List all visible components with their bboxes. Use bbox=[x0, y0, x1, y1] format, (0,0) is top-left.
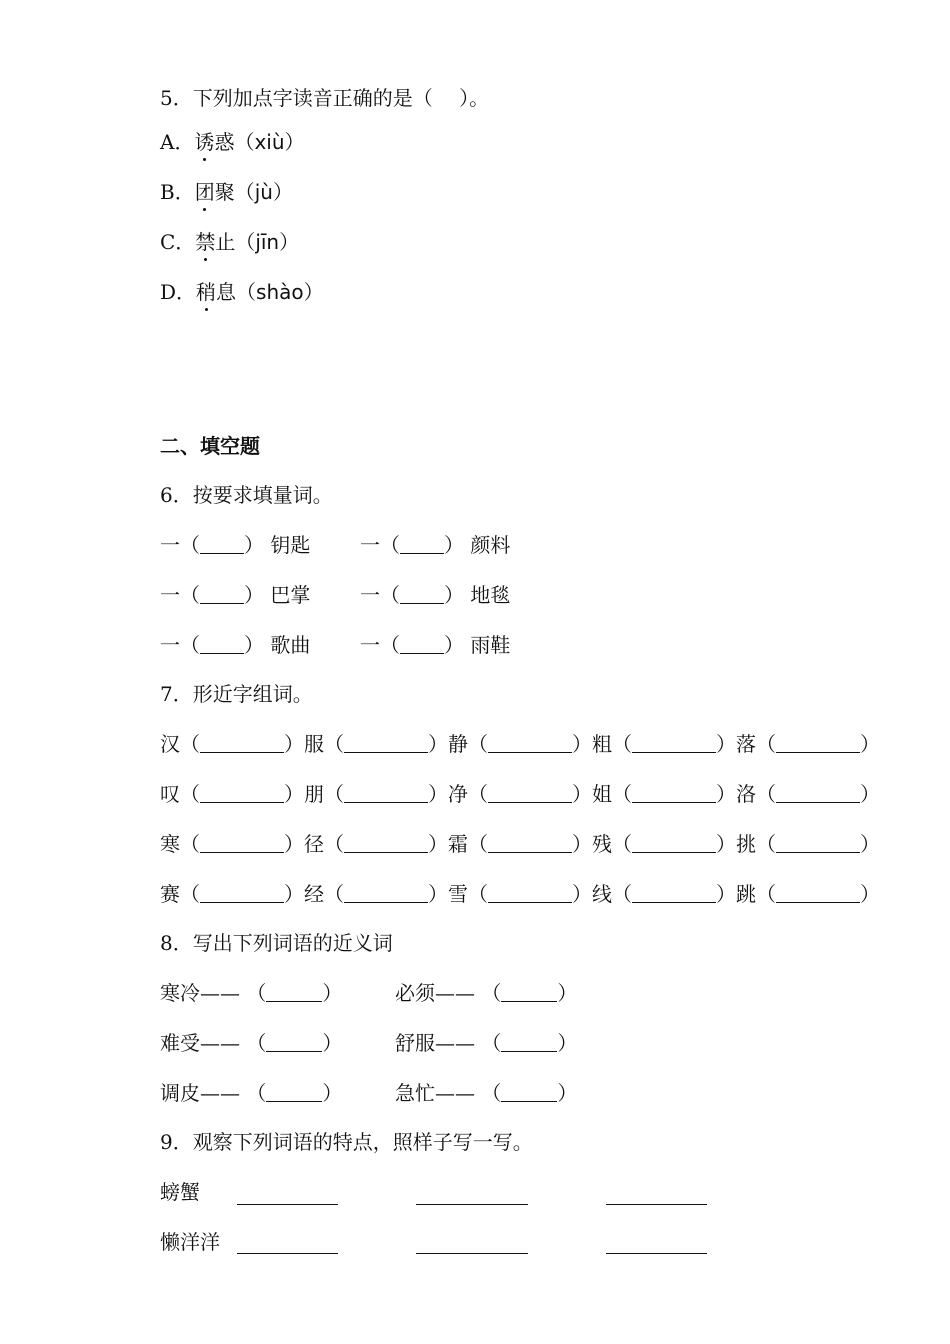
q6-item: 一（ ） 歌曲 bbox=[160, 633, 311, 657]
q7-char: 跳 bbox=[736, 882, 756, 906]
option-prefix: C． bbox=[160, 230, 196, 254]
answer-line[interactable] bbox=[237, 1253, 338, 1254]
answer-blank[interactable] bbox=[344, 732, 428, 753]
q8-item: 必须—— （ ） bbox=[395, 981, 578, 1005]
answer-blank[interactable] bbox=[344, 782, 428, 803]
q7-char: 姐 bbox=[592, 782, 612, 806]
q8-item: 急忙—— （ ） bbox=[395, 1081, 578, 1105]
q6-noun: 钥匙 bbox=[270, 533, 311, 557]
answer-blank[interactable] bbox=[501, 1081, 557, 1102]
answer-line[interactable] bbox=[416, 1204, 528, 1205]
q8-word: 急忙 bbox=[395, 1081, 435, 1105]
answer-blank[interactable] bbox=[200, 583, 244, 604]
q6-noun: 地毯 bbox=[470, 583, 511, 607]
answer-blank[interactable] bbox=[344, 882, 428, 903]
q7-char: 线 bbox=[592, 882, 612, 906]
option-word: 止（ bbox=[215, 230, 256, 254]
q7-char: 汉 bbox=[160, 732, 180, 756]
q7-char: 静 bbox=[448, 732, 468, 756]
q6-item: 一（ ） 地毯 bbox=[360, 583, 511, 607]
section-heading: 二、填空题 bbox=[160, 434, 260, 458]
q5-stem: 5．下列加点字读音正确的是（ ）。 bbox=[160, 86, 490, 110]
option-pinyin: xiù bbox=[254, 130, 285, 154]
q6-item: 一（ ） 颜料 bbox=[360, 533, 511, 557]
q7-char: 经 bbox=[304, 882, 324, 906]
q6-item: 一（ ） 巴掌 bbox=[160, 583, 311, 607]
q8-item: 调皮—— （ ） bbox=[160, 1081, 343, 1105]
q7-char: 净 bbox=[448, 782, 468, 806]
answer-blank[interactable] bbox=[632, 732, 716, 753]
answer-line[interactable] bbox=[237, 1204, 338, 1205]
answer-blank[interactable] bbox=[488, 832, 572, 853]
answer-line[interactable] bbox=[606, 1253, 707, 1254]
answer-blank[interactable] bbox=[200, 782, 284, 803]
q5-option-d[interactable] bbox=[160, 278, 324, 306]
q8-word: 难受 bbox=[160, 1031, 200, 1055]
q7-char: 寒 bbox=[160, 832, 180, 856]
q8-word: 舒服 bbox=[395, 1031, 435, 1055]
q7-char: 落 bbox=[736, 732, 756, 756]
option-prefix: D． bbox=[160, 280, 197, 304]
q6-noun: 巴掌 bbox=[270, 583, 311, 607]
q7-char: 粗 bbox=[592, 732, 612, 756]
option-close: ） bbox=[303, 280, 324, 304]
answer-blank[interactable] bbox=[400, 633, 444, 654]
q8-stem: 8．写出下列词语的近义词 bbox=[160, 931, 393, 955]
answer-blank[interactable] bbox=[400, 583, 444, 604]
q8-word: 调皮 bbox=[160, 1081, 200, 1105]
q6-item: 一（ ） 雨鞋 bbox=[360, 633, 511, 657]
q6-item: 一（ ） 钥匙 bbox=[160, 533, 311, 557]
answer-blank[interactable] bbox=[200, 633, 244, 654]
option-pinyin: jù bbox=[254, 180, 273, 204]
q7-row: 赛（ ）经（ ）雪（ ）线（ ）跳（ ） bbox=[160, 882, 880, 906]
q7-char: 雪 bbox=[448, 882, 468, 906]
answer-blank[interactable] bbox=[200, 882, 284, 903]
option-prefix: A． bbox=[160, 130, 195, 154]
option-prefix: B． bbox=[160, 180, 195, 204]
answer-blank[interactable] bbox=[501, 1031, 557, 1052]
q5-option-b[interactable] bbox=[160, 178, 293, 206]
option-pinyin: jīn bbox=[255, 230, 280, 254]
q5-option-a[interactable] bbox=[160, 128, 305, 156]
q7-char: 服 bbox=[304, 732, 324, 756]
option-word: 聚（ bbox=[214, 180, 255, 204]
answer-blank[interactable] bbox=[488, 882, 572, 903]
answer-blank[interactable] bbox=[400, 533, 444, 554]
q7-row: 寒（ ）径（ ）霜（ ）残（ ）挑（ ） bbox=[160, 832, 880, 856]
option-pinyin: shào bbox=[256, 280, 304, 304]
option-word: 息（ bbox=[216, 280, 257, 304]
q7-char: 赛 bbox=[160, 882, 180, 906]
q7-char: 残 bbox=[592, 832, 612, 856]
q7-char: 洛 bbox=[736, 782, 756, 806]
answer-blank[interactable] bbox=[776, 832, 860, 853]
q6-noun: 雨鞋 bbox=[470, 633, 511, 657]
q9-example-word: 螃蟹 bbox=[160, 1180, 200, 1204]
answer-line[interactable] bbox=[416, 1253, 528, 1254]
option-close: ） bbox=[284, 130, 305, 154]
option-close: ） bbox=[272, 180, 293, 204]
dotted-char: 稍 bbox=[196, 280, 217, 304]
answer-line[interactable] bbox=[606, 1204, 707, 1205]
answer-blank[interactable] bbox=[344, 832, 428, 853]
q7-char: 径 bbox=[304, 832, 324, 856]
dotted-char: 团 bbox=[194, 180, 215, 204]
q8-word: 必须 bbox=[395, 981, 435, 1005]
q5-option-c[interactable] bbox=[160, 228, 299, 256]
q6-noun: 歌曲 bbox=[270, 633, 311, 657]
q7-row: 叹（ ）朋（ ）净（ ）姐（ ）洛（ ） bbox=[160, 782, 880, 806]
q8-item: 难受—— （ ） bbox=[160, 1031, 343, 1055]
q8-word: 寒冷 bbox=[160, 981, 200, 1005]
option-close: ） bbox=[279, 230, 300, 254]
q7-stem: 7．形近字组词。 bbox=[160, 682, 313, 706]
q8-item: 寒冷—— （ ） bbox=[160, 981, 343, 1005]
q7-row: 汉（ ）服（ ）静（ ）粗（ ）落（ ） bbox=[160, 732, 880, 756]
q7-char: 朋 bbox=[304, 782, 324, 806]
answer-blank[interactable] bbox=[776, 882, 860, 903]
answer-blank[interactable] bbox=[632, 882, 716, 903]
answer-blank[interactable] bbox=[632, 832, 716, 853]
q7-char: 叹 bbox=[160, 782, 180, 806]
answer-blank[interactable] bbox=[632, 782, 716, 803]
answer-blank[interactable] bbox=[266, 1081, 322, 1102]
q7-char: 挑 bbox=[736, 832, 756, 856]
answer-blank[interactable] bbox=[501, 981, 557, 1002]
q7-char: 霜 bbox=[448, 832, 468, 856]
answer-blank[interactable] bbox=[200, 732, 284, 753]
answer-blank[interactable] bbox=[776, 782, 860, 803]
option-word: 惑（ bbox=[214, 130, 255, 154]
answer-blank[interactable] bbox=[488, 732, 572, 753]
answer-blank[interactable] bbox=[776, 732, 860, 753]
q6-noun: 颜料 bbox=[470, 533, 511, 557]
answer-blank[interactable] bbox=[200, 533, 244, 554]
answer-blank[interactable] bbox=[488, 782, 572, 803]
dotted-char: 诱 bbox=[194, 130, 215, 154]
answer-blank[interactable] bbox=[200, 832, 284, 853]
dotted-char: 禁 bbox=[195, 230, 216, 254]
q8-item: 舒服—— （ ） bbox=[395, 1031, 578, 1055]
q9-stem: 9．观察下列词语的特点，照样子写一写。 bbox=[160, 1130, 533, 1154]
answer-blank[interactable] bbox=[266, 1031, 322, 1052]
answer-blank[interactable] bbox=[266, 981, 322, 1002]
q6-stem: 6．按要求填量词。 bbox=[160, 483, 333, 507]
q9-example-word: 懒洋洋 bbox=[160, 1230, 220, 1254]
